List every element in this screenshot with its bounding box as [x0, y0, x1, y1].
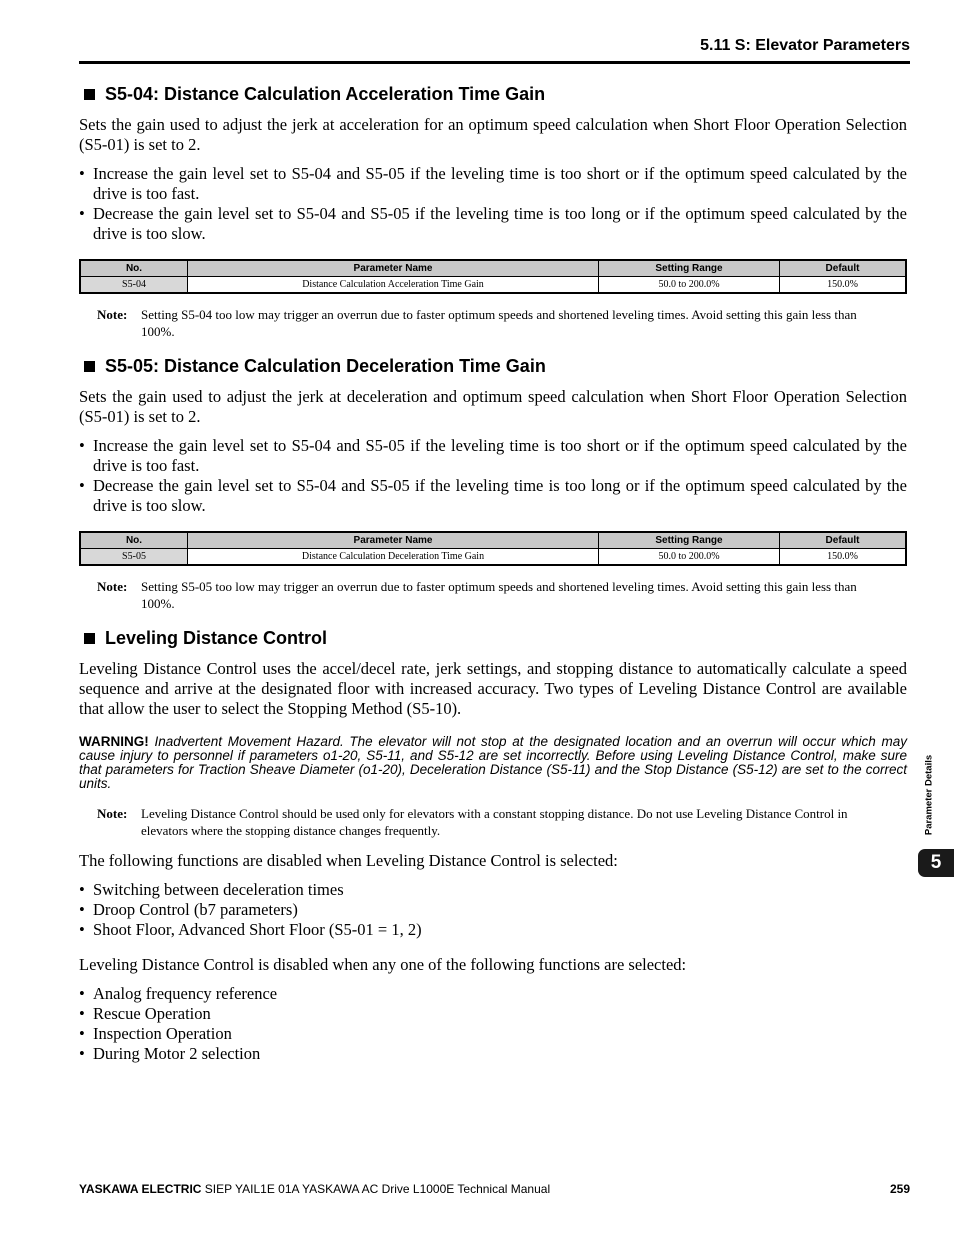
footer-brand: YASKAWA ELECTRIC: [79, 1182, 202, 1196]
table-row: [80, 549, 906, 566]
s505-intro: Sets the gain used to adjust the jerk at deceleration and optimum speed calculation when Short Floor Operation Selection (S5-01) is set to 2.: [79, 387, 907, 426]
s504-bullets: [79, 164, 907, 244]
disabled-functions-list: [79, 880, 907, 940]
table-cell: Distance Calculation Acceleration Time Gain: [188, 277, 599, 294]
column-header: Default: [780, 260, 907, 277]
chapter-side-tab: [918, 745, 954, 877]
page-header: [79, 37, 910, 64]
s504-note: [97, 306, 867, 340]
table-cell: 50.0 to 200.0%: [599, 549, 780, 566]
s504-intro: Sets the gain used to adjust the jerk at acceleration for an optimum speed calculation when Short Floor Operation Selection (S5-01) is set to 2.: [79, 115, 907, 154]
warning-label: WARNING!: [79, 734, 149, 749]
disabling-functions-list: [79, 984, 907, 1064]
table-cell: S5-05: [80, 549, 188, 566]
page-number: 259: [889, 1182, 910, 1196]
note-text: Setting S5-05 too low may trigger an overrun due to faster optimum speeds and shortened leveling times. Avoid setting this gain less than 100%.: [141, 579, 857, 611]
column-header: Setting Range: [599, 260, 780, 277]
note-label: Note:: [97, 579, 128, 594]
table-cell: 150.0%: [780, 277, 907, 294]
leveling-intro: Leveling Distance Control uses the accel/decel rate, jerk settings, and stopping distance to automatically calculate a speed sequence and arrive at the designated floor with increased accuracy. Two types of Leveling Distance Control are available that allow the user to select the Stopping Method (S5-10).: [79, 659, 907, 718]
table-cell: Distance Calculation Deceleration Time Gain: [188, 549, 599, 566]
list-item: • Decrease the gain level set to S5-04 and S5-05 if the leveling time is too long or if the optimum speed calculated by the drive is too slow.: [79, 476, 907, 515]
warning-block: [79, 735, 907, 791]
column-header: Setting Range: [599, 532, 780, 549]
page-footer: [79, 1182, 910, 1198]
leveling-note: [97, 805, 867, 839]
table-row: [80, 277, 906, 294]
note-label: Note:: [97, 307, 128, 322]
s504-parameter-table: [79, 259, 907, 294]
note-label: Note:: [97, 806, 128, 821]
list-item: • Rescue Operation: [79, 1004, 211, 1023]
s505-heading-text: S5-05: Distance Calculation Deceleration Time Gain: [105, 356, 546, 376]
leveling-heading-text: Leveling Distance Control: [105, 628, 328, 648]
list-item: • Switching between deceleration times: [79, 880, 344, 899]
square-bullet-icon: [84, 361, 95, 372]
list-item: • Analog frequency reference: [79, 984, 278, 1003]
disabled-intro: The following functions are disabled when Leveling Distance Control is selected:: [79, 851, 618, 870]
leveling-heading: [84, 628, 907, 649]
square-bullet-icon: [84, 89, 95, 100]
s505-heading: [84, 356, 907, 377]
square-bullet-icon: [84, 633, 95, 644]
table-header-row: [80, 260, 906, 277]
column-header: No.: [80, 532, 188, 549]
note-text: Setting S5-04 too low may trigger an overrun due to faster optimum speeds and shortened leveling times. Avoid setting this gain less than 100%.: [141, 307, 857, 339]
list-item: • During Motor 2 selection: [79, 1044, 261, 1063]
list-item: • Decrease the gain level set to S5-04 and S5-05 if the leveling time is too long or if the optimum speed calculated by the drive is too slow.: [79, 204, 907, 243]
side-tab-label: Parameter Details: [923, 754, 935, 836]
table-header-row: [80, 532, 906, 549]
s505-parameter-table: [79, 531, 907, 566]
footer-doc-title: SIEP YAIL1E 01A YASKAWA AC Drive L1000E Technical Manual: [201, 1182, 551, 1196]
warning-text: Inadvertent Movement Hazard. The elevator will not stop at the designated location and an overrun will occur which may cause injury to personnel if parameters o1-20, S5-11, and S5-12 are set incorrectly. Before using Leveling Distance Control, make sure that parameters for Traction Sheave Diameter (o1-20), Deceleration Distance (S5-11) and the Stop Distance (S5-12) are set to the correct units.: [79, 734, 907, 791]
page-content: [79, 84, 907, 1079]
list-item: • Droop Control (b7 parameters): [79, 900, 298, 919]
column-header: Parameter Name: [188, 260, 599, 277]
section-title: 5.11 S: Elevator Parameters: [700, 37, 910, 54]
column-header: Parameter Name: [188, 532, 599, 549]
s504-heading: [84, 84, 907, 105]
column-header: No.: [80, 260, 188, 277]
list-item: • Shoot Floor, Advanced Short Floor (S5-01 = 1, 2): [79, 920, 422, 939]
list-item: • Increase the gain level set to S5-04 and S5-05 if the leveling time is too short or if the optimum speed calculated by the drive is too fast.: [79, 436, 907, 475]
s505-note: [97, 578, 867, 612]
disabling-intro: Leveling Distance Control is disabled when any one of the following functions are selected:: [79, 955, 687, 974]
list-item: • Inspection Operation: [79, 1024, 232, 1043]
s505-bullets: [79, 436, 907, 516]
note-text: Leveling Distance Control should be used only for elevators with a constant stopping distance. Do not use Leveling Distance Control in elevators where the stopping distance changes frequently.: [141, 806, 848, 838]
table-cell: 150.0%: [780, 549, 907, 566]
list-item: • Increase the gain level set to S5-04 and S5-05 if the leveling time is too short or if the optimum speed calculated by the drive is too fast.: [79, 164, 907, 203]
table-cell: S5-04: [80, 277, 188, 294]
column-header: Default: [780, 532, 907, 549]
table-cell: 50.0 to 200.0%: [599, 277, 780, 294]
chapter-number: 5: [918, 849, 954, 877]
s504-heading-text: S5-04: Distance Calculation Acceleration Time Gain: [105, 84, 546, 104]
